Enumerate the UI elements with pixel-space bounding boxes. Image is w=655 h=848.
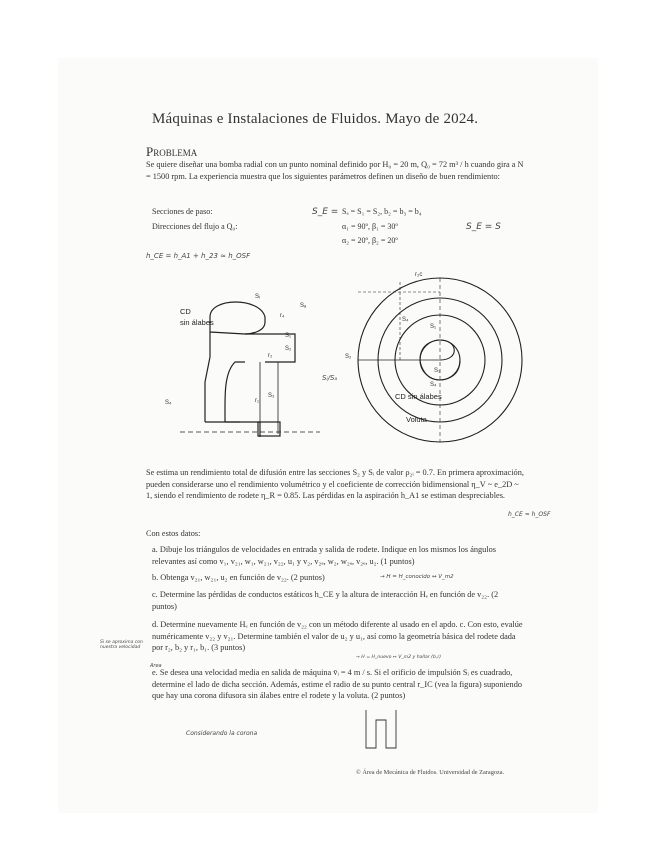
fig-label-s2: S₂ [285, 346, 292, 352]
question-c: c. Determine las pérdidas de conductos estáticos h_CE y la altura de interacción Hₑ en función de v₂₂. (2 puntos) [152, 590, 499, 611]
con-estos-datos: Con estos datos: [146, 529, 201, 538]
fig-label-s4-bottom: S₄ [430, 382, 437, 388]
fig-label-sa: Sₐ [300, 303, 307, 309]
secciones-label: Secciones de paso: [152, 207, 213, 216]
question-b: b. Obtenga v₂₁, w₂₁, u₂ en función de v₂₂. (2 puntos) [152, 573, 325, 582]
secciones-value: Sₐ = S₁ = S₂, b₂ = b₃ = b₄ [342, 207, 422, 216]
fig-label-s1: S₁ [285, 333, 292, 339]
handwritten-note-hce-right: h_CE ≈ h_OSF [508, 511, 551, 518]
fig-label-s4: S₄ [165, 400, 172, 406]
handwritten-note-margin: Si se aproxima con nuestra velocidad [100, 640, 143, 650]
handwritten-note-se-s: S_E = S [466, 222, 501, 232]
handwritten-sketch [356, 708, 416, 754]
fig-label-voluta: Voluta [406, 415, 427, 424]
fig-label-r1: r₁ [255, 398, 260, 404]
handwritten-note-se: S_E = [312, 207, 339, 217]
paragraph-2: Se estima un rendimiento total de difusión entre las secciones S₂ y Sᵢ de valor ρ₂ᵢ = 0.7. En primera aproximación, pueden considerarse uno el rendimiento volumétrico y el coeficiente de corrección bidimensional η_V ~ e_2D ~ 1, siendo el rendimiento de rodete η_R = 0.85. Las pérdidas en la aspiración h_A1 se estiman despreciables. [146, 468, 524, 501]
handwritten-note-corona: Considerando la corona [186, 730, 258, 737]
fig-label-s4-right: S₄ [402, 317, 409, 323]
handwritten-note-b: → H = H_conocido ↔ V_m2 [380, 574, 454, 580]
direcciones-label: Direcciones del flujo a Q₀: [152, 222, 238, 231]
direccion-1: α₁ = 90º, β₁ = 30º [342, 222, 398, 231]
fig-label-cd-sin-alabes: CD sin álabes [395, 392, 442, 401]
fig-label-s3: S₃ [268, 393, 275, 399]
question-d: d. Determine nuevamente Hₑ en función de v₂₂ con un método diferente al usado en el apdo. c. Con esto, evalúe numéricamente v₂₂ y v₂₁. Determine también el valor de u₂ y u₁, así como la geometría básica del rodete dada por r₂, b₂ y r₁, b₁. (3 puntos) [152, 620, 523, 653]
exam-title: Máquinas e Instalaciones de Fluidos. Mayo de 2024. [152, 111, 479, 127]
question-a: a. Dibuje los triángulos de velocidades en entrada y salida de rodete. Indique en los mismos los ángulos relevantes así como v₁, v₂₁, w₁, w₂₁, v₂₂, u₁ y v₂, v₂ₐ, w₂, w₂ₐ, v₂ₑ, u₂. (1 puntos) [152, 545, 497, 566]
pump-figure [140, 262, 540, 462]
section-heading: Problema [146, 144, 198, 159]
fig-label-s2-right: S₂ [345, 354, 352, 360]
handwritten-note-si-sa: Sᵢ/Sₐ [322, 374, 338, 382]
fig-label-s1-right: S₁ [430, 324, 437, 330]
handwritten-note-d: → H = H_nuevo ↔ V_m2 y hallar (b,r) [356, 655, 442, 660]
fig-label-r4: r₄ [280, 313, 285, 319]
handwritten-note-area: Area [150, 663, 162, 669]
handwritten-note-hce: h_CE = h_A1 + h_23 ≈ h_OSF [146, 252, 251, 260]
fig-label-s3-right: S₃ [434, 368, 441, 374]
fig-label-cd: CD [180, 307, 191, 316]
volute-outline [210, 302, 265, 334]
fig-label-r2: r₂ [268, 353, 273, 359]
frontal-view [358, 278, 522, 442]
footer-copyright: © Área de Mecánica de Fluidos. Universidad de Zaragoza. [356, 769, 505, 776]
intro-paragraph: Se quiere diseñar una bomba radial con un punto nominal definido por H₀ = 20 m, Q₀ = 72 m³ / h cuando gira a N = 1500 rpm. La experiencia muestra que los siguientes parámetros definen un diseño de buen rendimiento: [146, 160, 524, 181]
direccion-2: α₂ = 20º, β₂ = 20º [342, 236, 398, 245]
fig-label-sin-alabes: sin álabes [180, 318, 214, 327]
fig-label-ric: r₂c [415, 272, 423, 278]
question-e: e. Se desea una velocidad media en salida de máquina v̄ᵢ = 4 m / s. Si el orificio de impulsión Sᵢ es cuadrado, determine el lado de dicha sección. Además, estime el radio de su punto central r_IC (vea la figura) suponiendo que hay una corona difusora sin álabes entre el rodete y la voluta. (2 puntos) [152, 668, 523, 701]
fig-label-si: Sᵢ [255, 294, 260, 300]
